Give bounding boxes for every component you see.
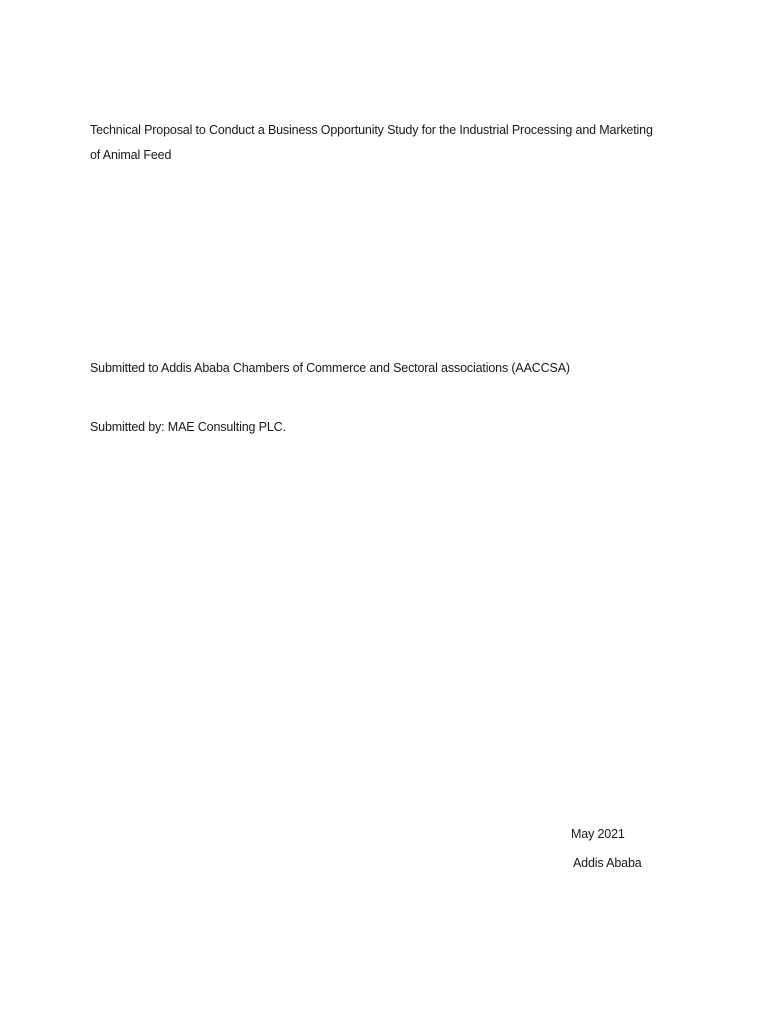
date-text: May 2021 bbox=[571, 827, 625, 841]
place-text: Addis Ababa bbox=[573, 856, 642, 870]
title-line-2: of Animal Feed bbox=[90, 148, 172, 162]
title-line-1: Technical Proposal to Conduct a Business Opportunity Study for the Industrial Processing and Marketing bbox=[90, 123, 653, 137]
submitted-to-text: Submitted to Addis Ababa Chambers of Commerce and Sectoral associations (AACCSA) bbox=[90, 361, 570, 375]
submitted-by-text: Submitted by: MAE Consulting PLC. bbox=[90, 420, 286, 434]
